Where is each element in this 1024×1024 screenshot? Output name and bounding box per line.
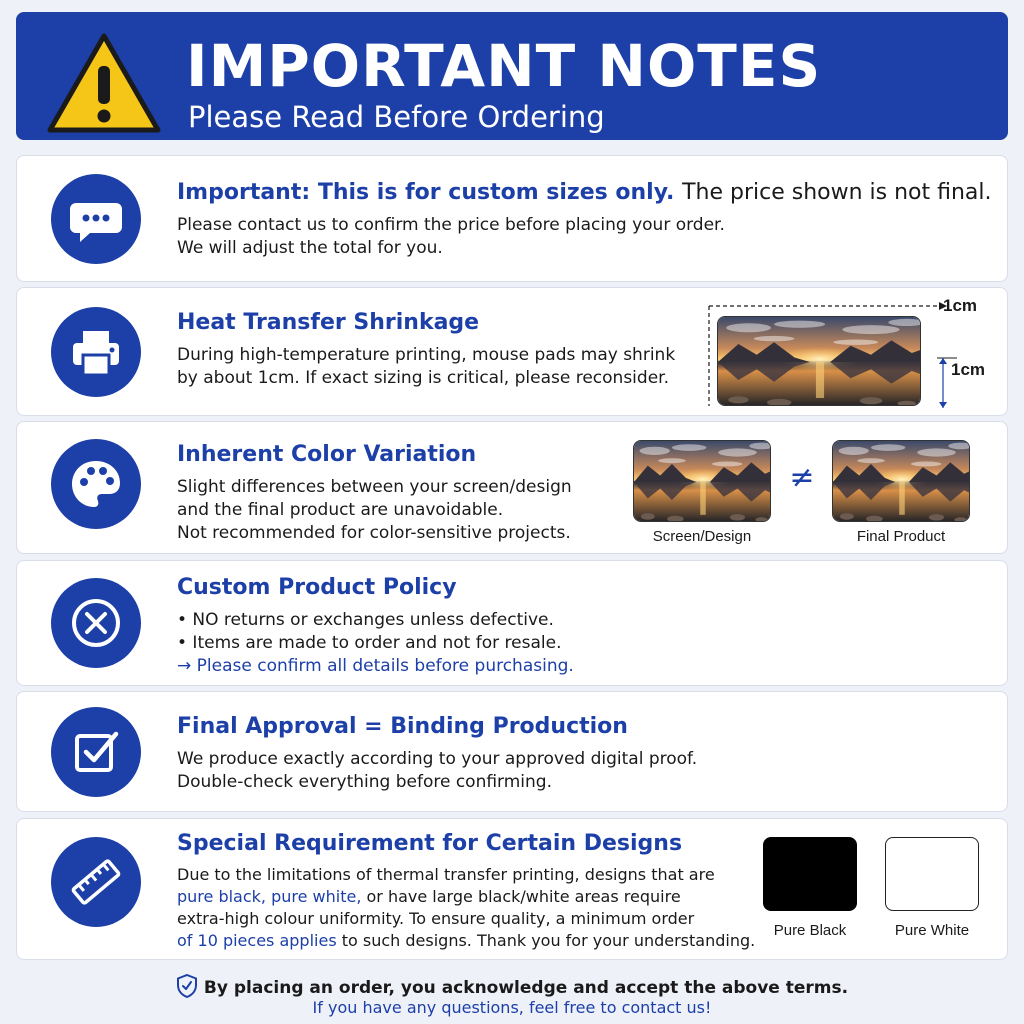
body-highlight: → Please confirm all details before purchasing. [177,656,574,676]
section-policy [16,560,1008,686]
final-product-caption: Final Product [856,528,946,545]
section-custom-sizes [16,155,1008,282]
section-final-approval [16,691,1008,812]
body-line: • NO returns or exchanges unless defective. [177,610,554,630]
body-line: Slight differences between your screen/design [177,477,572,497]
section-title-suffix: The price shown is not final. [682,180,992,205]
footer-line-1: By placing an order, you acknowledge and accept the above terms. [203,978,849,998]
palette-icon [51,439,141,529]
warning-icon [44,30,164,138]
x-circle-icon [51,578,141,668]
section-special-requirement [16,818,1008,960]
not-equal-icon: ≠ [789,460,815,495]
section-title [177,180,992,205]
section-body [177,476,572,545]
body-line: Not recommended for color-sensitive projects. [177,523,571,543]
body-text: or have large black/white areas require [361,887,681,906]
footer-contact: If you have any questions, feel free to contact us! [312,998,712,1017]
final-product-image [832,440,970,522]
body-text: to such designs. Thank you for your understanding. [336,931,756,950]
section-title: Heat Transfer Shrinkage [177,310,480,335]
section-title: Special Requirement for Certain Designs [177,831,683,856]
body-line [177,886,755,908]
pure-white-swatch [885,837,979,911]
dim-width-label: 1cm [943,296,978,315]
ruler-icon [51,837,141,927]
printer-icon [51,307,141,397]
body-emphasis: of 10 pieces applies [177,931,337,950]
section-body [177,748,697,794]
section-color-variation [16,421,1008,554]
pure-white-caption: Pure White [894,922,970,939]
section-title: Custom Product Policy [177,575,457,600]
mousepad-preview-image [717,316,921,406]
body-emphasis: pure black, pure white, [177,887,362,906]
chat-bubble-icon [51,174,141,264]
section-title: Inherent Color Variation [177,442,477,467]
section-title: Final Approval = Binding Production [177,714,628,739]
section-shrinkage [16,287,1008,416]
body-line: and the final product are unavoidable. [177,500,504,520]
shield-check-icon [176,974,198,998]
footer-acknowledgement [0,974,1024,998]
header-banner [16,12,1008,140]
body-line: extra-high colour uniformity. To ensure quality, a minimum order [177,909,695,928]
body-line [177,930,755,952]
screen-design-caption: Screen/Design [652,528,752,545]
screen-design-image [633,440,771,522]
body-line: Please contact us to confirm the price before placing your order. [177,215,725,235]
section-body [177,214,725,260]
pure-black-swatch [763,837,857,911]
body-line: • Items are made to order and not for resale. [177,633,562,653]
body-line: During high-temperature printing, mouse pads may shrink [177,345,676,365]
body-line: Double-check everything before confirming. [177,772,552,792]
pure-black-caption: Pure Black [773,922,847,939]
page-title: IMPORTANT NOTES [186,32,822,100]
body-line: We will adjust the total for you. [177,238,443,258]
checkbox-icon [51,707,141,797]
body-line: We produce exactly according to your approved digital proof. [177,749,698,769]
section-body [177,864,755,952]
page-subtitle: Please Read Before Ordering [188,100,605,134]
section-body [177,344,675,390]
section-body [177,609,574,678]
body-line: Due to the limitations of thermal transfer printing, designs that are [177,865,715,884]
body-line: by about 1cm. If exact sizing is critical, please reconsider. [177,368,669,388]
section-title-strong: Important: This is for custom sizes only. [177,180,675,205]
dim-height-label: 1cm [951,360,986,379]
